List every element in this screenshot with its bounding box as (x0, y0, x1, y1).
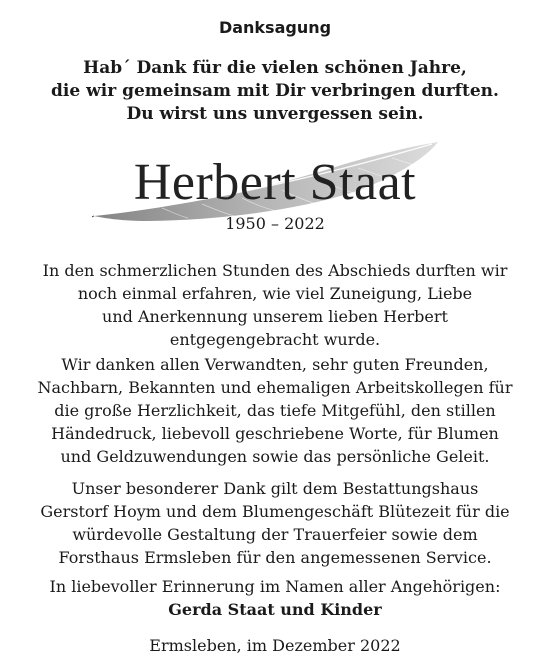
poem-line: Du wirst uns unvergessen sein. (126, 104, 424, 124)
text-line: noch einmal erfahren, wie viel Zuneigung, Liebe (77, 284, 473, 303)
text-line: die große Herzlichkeit, das tiefe Mitgefühl, den stillen (54, 401, 496, 420)
text-line: Unser besonderer Dank gilt dem Bestattungshaus (71, 479, 479, 498)
text-line: Gerstorf Hoym und dem Blumengeschäft Blütezeit für die (40, 502, 510, 521)
text-line: und Geldzuwendungen sowie das persönliche Geleit. (60, 447, 490, 466)
text-line: Nachbarn, Bekannten und ehemaligen Arbeitskollegen für (37, 378, 513, 397)
place-and-date: Ermsleben, im Dezember 2022 (149, 636, 401, 655)
heading: Danksagung (218, 18, 332, 37)
text-line: würdevolle Gestaltung der Trauerfeier sowie dem (72, 525, 478, 544)
text-line: und Anerkennung unserem lieben Herbert (102, 307, 448, 326)
paragraph-1 (0, 259, 550, 351)
signature: Gerda Staat und Kinder (168, 600, 382, 619)
text-line: entgegengebracht wurde. (169, 330, 381, 349)
text-line: Forsthaus Ermsleben für den angemessenen Service. (58, 548, 492, 567)
text-line: In den schmerzlichen Stunden des Abschieds durften wir (42, 261, 508, 280)
text-line: Wir danken allen Verwandten, sehr guten Freunden, (61, 355, 489, 374)
poem (0, 57, 550, 126)
text-line: Händedruck, liebevoll geschriebene Worte, für Blumen (51, 424, 499, 443)
deceased-name: Herbert Staat (133, 154, 417, 211)
poem-line: die wir gemeinsam mit Dir verbringen durften. (51, 81, 499, 101)
closing-paragraph (0, 575, 550, 621)
paragraph-3 (0, 477, 550, 569)
paragraph-2 (0, 353, 550, 468)
poem-line: Hab´ Dank für die vielen schönen Jahre, (83, 58, 467, 78)
life-dates: 1950 – 2022 (225, 214, 325, 233)
text-line: In liebevoller Erinnerung im Namen aller Angehörigen: (49, 577, 501, 596)
